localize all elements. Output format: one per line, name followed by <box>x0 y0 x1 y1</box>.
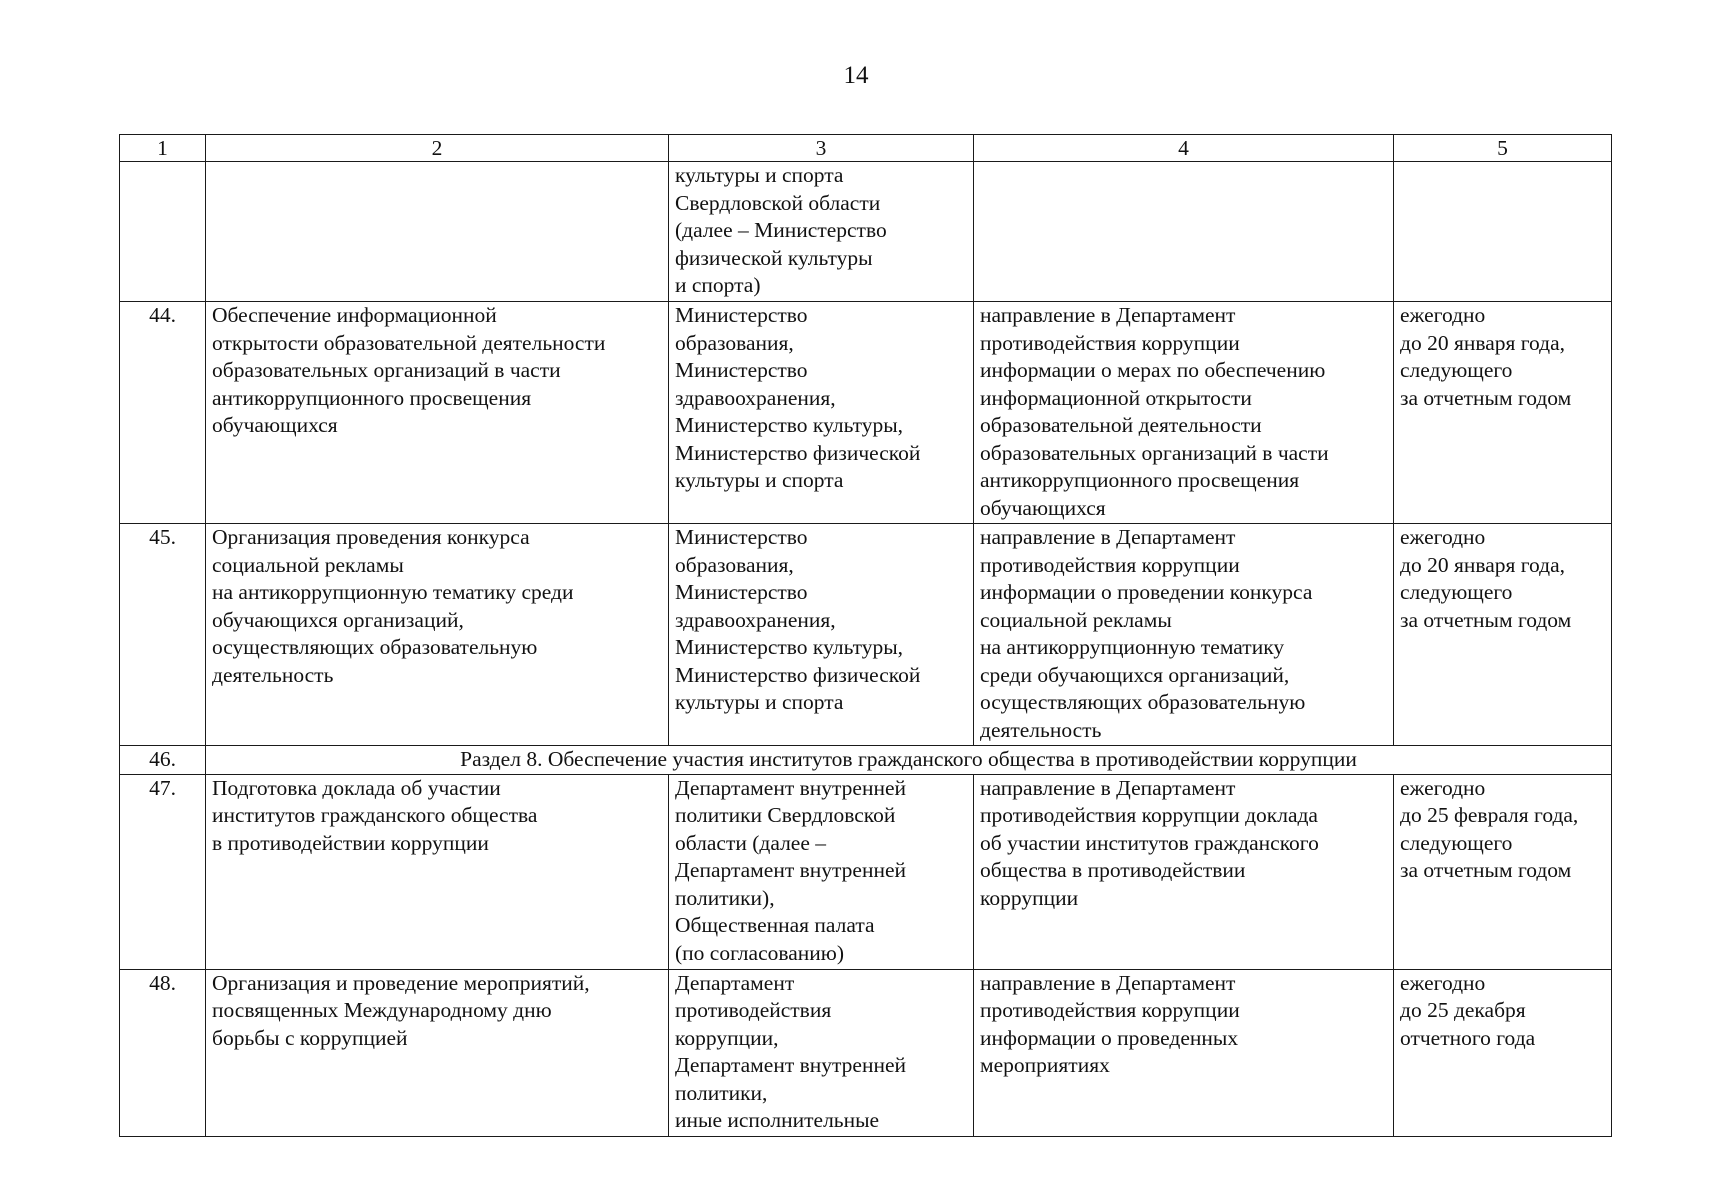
page-number: 14 <box>843 62 869 89</box>
measure-cell: Подготовка доклада об участии институтов гражданского общества в противодействии коррупции <box>206 774 669 969</box>
header-col-3: 3 <box>669 135 974 162</box>
table-row <box>120 302 1612 524</box>
measure-cell: Организация и проведение мероприятий, посвященных Международному дню борьбы с коррупцией <box>206 969 669 1136</box>
table-row <box>120 524 1612 746</box>
row-number: 48. <box>120 969 206 1136</box>
header-col-1: 1 <box>120 135 206 162</box>
row-number: 46. <box>120 746 206 775</box>
deadline-cell: ежегодно до 20 января года, следующего за отчетным годом <box>1394 302 1612 524</box>
row-number <box>120 162 206 302</box>
header-col-4: 4 <box>974 135 1394 162</box>
table-row-continuation <box>120 162 1612 302</box>
row-number: 47. <box>120 774 206 969</box>
executors-cell: Департамент противодействия коррупции, Департамент внутренней политики, иные исполнительные <box>669 969 974 1136</box>
section-title: Раздел 8. Обеспечение участия институтов гражданского общества в противодействии коррупции <box>206 746 1612 775</box>
executors-cell: Министерство образования, Министерство здравоохранения, Министерство культуры, Министерство физической культуры и спорта <box>669 524 974 746</box>
header-col-5: 5 <box>1394 135 1612 162</box>
row-number: 44. <box>120 302 206 524</box>
result-cell: направление в Департамент противодействия коррупции информации о мерах по обеспечению информационной открытости образовательной деятельности образовательных организаций в части антикоррупционного просвещения обучающихся <box>974 302 1394 524</box>
header-col-2: 2 <box>206 135 669 162</box>
table-row <box>120 774 1612 969</box>
result-cell: направление в Департамент противодействия коррупции информации о проведенных мероприятиях <box>974 969 1394 1136</box>
result-cell <box>974 162 1394 302</box>
table-header-row <box>120 135 1612 162</box>
result-cell: направление в Департамент противодействия коррупции информации о проведении конкурса социальной рекламы на антикоррупционную тематику среди обучающихся организаций, осуществляющих образовательную деятельность <box>974 524 1394 746</box>
deadline-cell: ежегодно до 25 февраля года, следующего за отчетным годом <box>1394 774 1612 969</box>
section-row <box>120 746 1612 775</box>
executors-cell: Министерство образования, Министерство здравоохранения, Министерство культуры, Министерство физической культуры и спорта <box>669 302 974 524</box>
table-row <box>120 969 1612 1136</box>
measure-cell <box>206 162 669 302</box>
row-number: 45. <box>120 524 206 746</box>
deadline-cell: ежегодно до 20 января года, следующего за отчетным годом <box>1394 524 1612 746</box>
measure-cell: Организация проведения конкурса социальной рекламы на антикоррупционную тематику среди обучающихся организаций, осуществляющих образовательную деятельность <box>206 524 669 746</box>
measures-table <box>119 134 1612 1137</box>
executors-cell: культуры и спорта Свердловской области (далее – Министерство физической культуры и спорта) <box>669 162 974 302</box>
deadline-cell <box>1394 162 1612 302</box>
executors-cell: Департамент внутренней политики Свердловской области (далее – Департамент внутренней политики), Общественная палата (по согласованию) <box>669 774 974 969</box>
result-cell: направление в Департамент противодействия коррупции доклада об участии институтов гражданского общества в противодействии коррупции <box>974 774 1394 969</box>
measure-cell: Обеспечение информационной открытости образовательной деятельности образовательных организаций в части антикоррупционного просвещения обучающихся <box>206 302 669 524</box>
deadline-cell: ежегодно до 25 декабря отчетного года <box>1394 969 1612 1136</box>
